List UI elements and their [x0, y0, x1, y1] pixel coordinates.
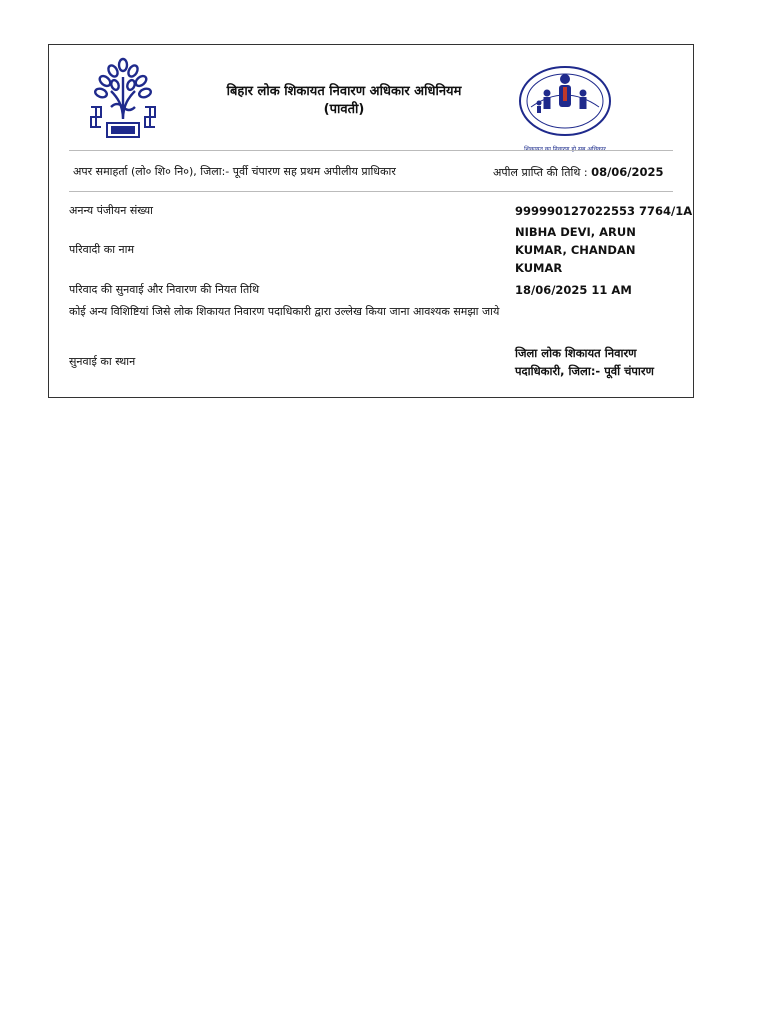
complainant-name-line-1: NIBHA DEVI, ARUN [515, 225, 636, 239]
venue-label: सुनवाई का स्थान [69, 355, 136, 368]
appeal-date [493, 163, 663, 182]
registration-label: अनन्य पंजीयन संख्या [69, 204, 153, 217]
hearing-date-value: 18/06/2025 11 AM [515, 283, 632, 297]
complainant-label: परिवादी का नाम [69, 243, 135, 256]
divider-top [69, 150, 673, 151]
page-title [189, 83, 499, 119]
public-grievance-logo-icon [517, 63, 613, 155]
complainant-name-line-2: KUMAR, CHANDAN [515, 243, 636, 257]
authority-label: अपर समाहर्ता (लो० शि० नि०), जिला:- पूर्वी चंपारण सह प्रथम अपीलीय प्राधिकार [73, 165, 396, 178]
other-particulars-label: कोई अन्य विशिष्टियां जिसे लोक शिकायत निवारण पदाधिकारी द्वारा उल्लेख किया जाना आवश्यक समझा जाये [69, 305, 500, 318]
title-line-2: (पावती) [323, 102, 365, 117]
logo-tagline [524, 145, 606, 153]
venue-line-1: जिला लोक शिकायत निवारण [515, 346, 637, 360]
divider-bottom [69, 191, 673, 192]
acknowledgement-card [48, 44, 694, 398]
hearing-date-label: परिवाद की सुनवाई और निवारण की नियत तिथि [69, 283, 260, 296]
appeal-date-value: 08/06/2025 [591, 165, 664, 179]
complainant-name-line-3: KUMAR [515, 261, 563, 275]
venue-line-2: पदाधिकारी, जिला:- पूर्वी चंपारण [515, 364, 654, 378]
title-line-1: बिहार लोक शिकायत निवारण अधिकार अधिनियम [226, 84, 462, 99]
appeal-date-label: अपील प्राप्ति की तिथि : [493, 166, 588, 179]
bihar-emblem-icon [87, 57, 159, 141]
registration-value: 999990127022553 7764/1A [515, 204, 693, 218]
